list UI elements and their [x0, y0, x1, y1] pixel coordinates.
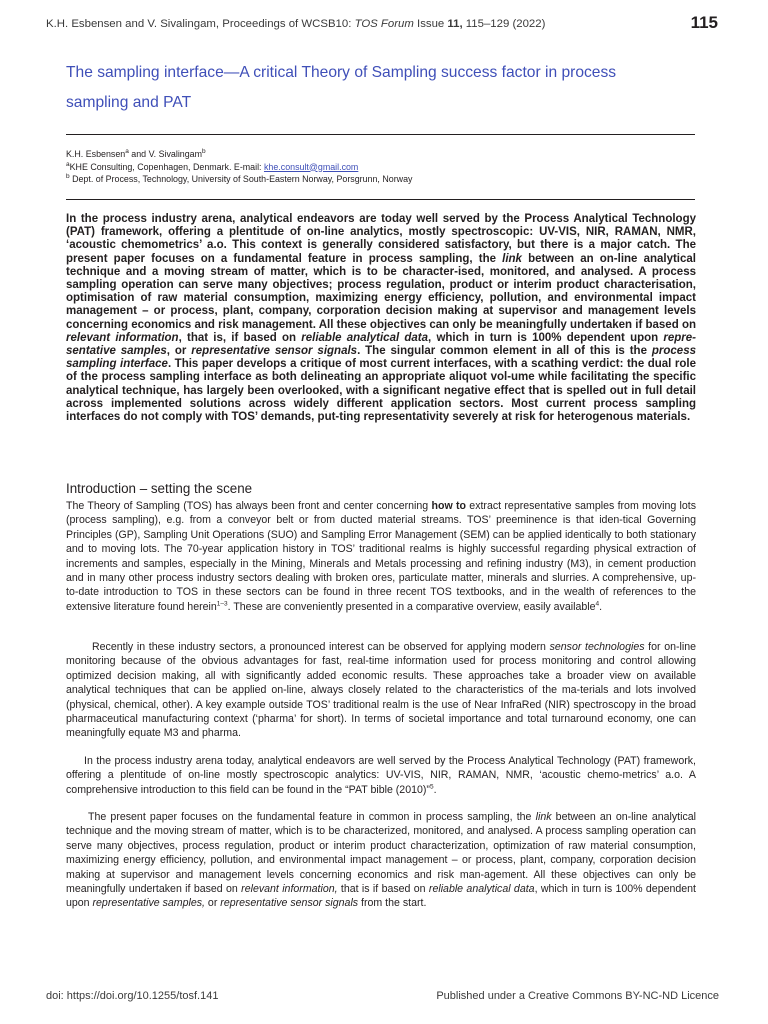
abstract-emphasis: process sampling interface [66, 345, 696, 371]
affiliation-1-text: KHE Consulting, Copenhagen, Denmark. E-mail: [69, 161, 264, 172]
paragraph-emphasis: relevant information, [241, 883, 338, 896]
paragraph-text: In the process industry arena today, analytical endeavors are well served by the Process Analytical Technology (PAT) framework, offering a plentitude of on-line mostly spectroscopic analytics: UV-VIS, NIR, RAMAN, NMR, ‘acoustic chemo-metrics’ a.o. A comprehensive introduction to this field can be found in the “PAT bible (2010)” [66, 755, 696, 796]
affiliation-2-text: Dept. of Process, Technology, University of South-Eastern Norway, Porsgrunn, Norway [69, 174, 413, 184]
paragraph-text: that is if based on [337, 883, 429, 896]
title-line-2: sampling and PAT [66, 94, 192, 111]
affiliation-1-mark: a [66, 160, 70, 168]
paragraph-emphasis: link [535, 811, 552, 823]
citation-journal: TOS Forum [354, 18, 414, 30]
intro-paragraph-2 [66, 640, 696, 741]
paragraph-text: or [204, 897, 221, 910]
author-email-link[interactable]: khe.consult@gmail.com [263, 161, 359, 172]
abstract-text: In the process industry arena, analytical endeavors are today well served by the Process Analytical Technology (PAT) framework, offering a plentitude of on-line analytics, mostly spectroscopic: UV-VIS, NIR, RAMAN, NMR, ‘acoustic chemometrics’ a.o. This context is generally considered satisfactory, but there is a major catch. The present paper focuses on a fundamental feature in process sampling, the [66, 213, 696, 265]
title-line-1: The sampling interface—A critical Theory of Sampling success factor in process [66, 64, 617, 81]
abstract [66, 213, 696, 424]
paragraph-emphasis: representative sensor signals [220, 897, 359, 910]
intro-paragraph-4 [66, 810, 696, 911]
abstract-text: . This paper develops a critique of most current interfaces, with a scathing verdict: the dual role of the process sampling interface as both delineating an appropriate aliquot vol-ume while facilitating the specific analytical technique, has largely been overlooked, with a significant negative effect that is spelled out in full detail across implemented solutions across widely different application sectors. Most current process sampling interfaces do not comply with TOS’ demands, put-ting representativity severely at risk for heterogenous materials. [66, 358, 696, 424]
author-2-mark: b [202, 148, 206, 156]
abstract-emphasis: representative sensor signals [191, 345, 358, 358]
title-divider [66, 134, 695, 135]
author-2: and V. Sivalingam [128, 149, 203, 159]
paragraph-text: extract representative samples from moving lots (process sampling), e.g. from a conveyor belt or from ducted material streams. TOS’ preeminence is that iden-tical Governing Principles (GP), Sampling Unit Operations (SUO) and Sampling Error Management (SEM) can be applied identically to both stationary and to moving lots. The 70-year application history in TOS’ traditional realms is highly successful regarding physical extraction of increments and samples, especially in the Mining, Minerals and Metals processing and refining industry (M3), in cement production and in many other process industry sectors dealing with broken ores, particulate matter, minerals and slurries. A comprehensive, up-to-date introduction to TOS in these sectors can be found in three recent TOS textbooks, and in the wealth of references to the extensive literature found herein [66, 500, 697, 613]
paragraph-text: Recently in these industry sectors, a pronounced interest can be observed for applying modern [92, 641, 550, 653]
citation-pages: 115–129 (2022) [462, 18, 546, 30]
paragraph-emphasis: representative samples, [92, 897, 205, 910]
citation-authors: K.H. Esbensen and V. Sivalingam, Proceedings of WCSB10: [46, 18, 355, 30]
paragraph-text: between an on-line analytical technique and the moving stream of matter, which is to be characterized, monitored, and analysed. A process sampling operation can serve many objectives, process regulation, product or interim product characterization, optimization of raw material consumption, maximizing energy efficiency, pollution, and environmental impact management – or process, plant, company, corporation decision making at supervisor and management levels concerning economics and risk man-agement. All these objectives can only be meaningfully undertaken if based on [66, 811, 696, 896]
citation-issue-label: Issue [413, 18, 448, 30]
affiliation-2 [66, 173, 706, 186]
reference-mark: 4 [595, 600, 600, 608]
paragraph-text: from the start. [358, 897, 427, 910]
author-1-mark: a [125, 148, 129, 156]
author-names [66, 148, 706, 161]
abstract-text: , which in turn is 100% dependent upon [428, 331, 664, 344]
abstract-text: , that is, if based on [178, 331, 302, 344]
intro-paragraph-3 [66, 754, 696, 797]
paragraph-text: , which in turn is 100% dependent upon [66, 883, 696, 910]
header-citation [46, 18, 545, 30]
paragraph-text: The present paper focuses on the fundamental feature in common in process sampling, the [88, 811, 536, 823]
reference-mark: 1–3 [216, 600, 228, 608]
affiliation-1 [66, 161, 706, 174]
abstract-emphasis: relevant information [66, 331, 179, 344]
doi-link[interactable]: doi: https://doi.org/10.1255/tosf.141 [46, 990, 219, 1002]
paragraph-text: for on-line monitoring because of the obvious advantages for fast, real-time information used for process monitoring and control allowing optimized decision making, all with significantly added economic results. These approaches take a broader view on available analytical techniques that can be applied on-line, always closely related to the characteristics of the ma-terials and lots involved (physical, chemical, other). A key example outside TOS’ traditional realm is the use of Near InfraRed (NIR) spectroscopy in the broad pharmaceutical manufacturing context (‘pharma’ for short). In terms of societal importance and total turnaround economy, one can meaningfully equate M3 and pharma. [66, 641, 696, 740]
section-heading: Introduction – setting the scene [66, 481, 253, 496]
abstract-text: , or [166, 345, 192, 358]
author-1: K.H. Esbensen [66, 149, 126, 159]
abstract-divider [66, 199, 695, 200]
abstract-emphasis: repre-sentative samples [66, 331, 696, 358]
licence-note: Published under a Creative Commons BY-NC-ND Licence [436, 990, 719, 1002]
abstract-text: between an on-line analytical technique and a moving stream of matter, which is to be character-ised, monitored, and analysed. A process sampling operation can serve many objectives; process regulation, product or interim product characterisation, optimisation of raw material consumption, maximizing energy efficiency, pollution, and environmental impact management – or process, plant, company, corporation decision making at supervisor and management levels concerning economics and risk management. All these objectives can only be meaningfully undertaken if based on [66, 252, 696, 331]
paragraph-emphasis: how to [431, 500, 466, 512]
abstract-text: . The singular common element in all of this is the [357, 345, 652, 358]
paragraph-emphasis: reliable analytical data [428, 883, 535, 896]
paragraph-text: . These are conveniently presented in a comparative overview, easily available [227, 600, 596, 613]
running-header [46, 14, 718, 38]
reference-mark: 5 [429, 783, 434, 791]
abstract-emphasis: link [502, 252, 522, 265]
intro-paragraph-1 [66, 499, 696, 614]
citation-issue: 11, [447, 18, 463, 30]
paragraph-text: The Theory of Sampling (TOS) has always been front and center concerning [66, 500, 432, 512]
paragraph-emphasis: sensor technologies [549, 641, 645, 653]
page-number: 115 [690, 13, 718, 32]
paragraph-text: . [433, 783, 437, 796]
abstract-emphasis: reliable analytical data [301, 331, 429, 344]
affiliation-2-mark: b [66, 173, 70, 181]
paragraph-text: . [599, 600, 603, 613]
paper-title [66, 58, 706, 118]
author-block [66, 148, 706, 186]
